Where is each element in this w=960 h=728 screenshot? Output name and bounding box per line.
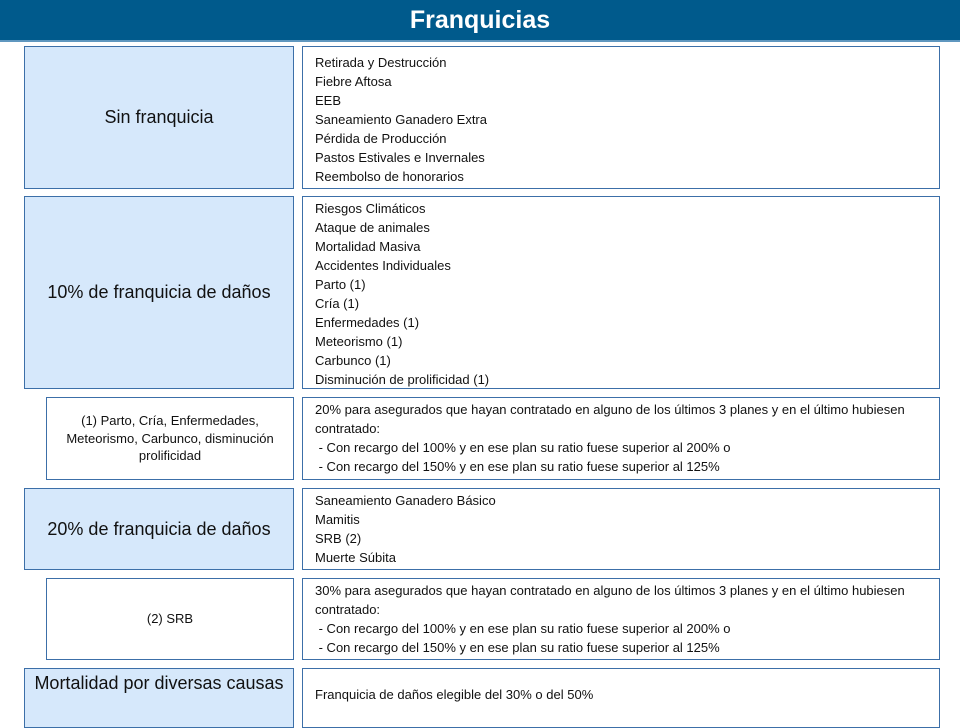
footnote-line: - Con recargo del 150% y en ese plan su ratio fuese superior al 125% [315, 640, 720, 655]
list-item: SRB (2) [315, 531, 362, 546]
footnote-text-box-2 [302, 578, 940, 660]
items-box-10-franquicia [302, 196, 940, 389]
list-item: EEB [315, 93, 342, 108]
list-item: Pérdida de Producción [315, 131, 447, 146]
category-box-20-franquicia [24, 488, 294, 570]
list-item: Mortalidad Masiva [315, 239, 421, 254]
list-item: Accidentes Individuales [315, 258, 451, 273]
items-box-mortalidad [302, 668, 940, 728]
list-item: Riesgos Climáticos [315, 201, 426, 216]
category-label: 20% de franquicia de daños [47, 518, 271, 539]
footnote-line: 30% para asegurados que hayan contratado en alguno de los últimos 3 planes y en el último hubiesen contratado: [315, 583, 905, 617]
list-item: Parto (1) [315, 277, 366, 292]
category-label: Mortalidad por diversas causas [34, 673, 284, 693]
footnote-line: - Con recargo del 100% y en ese plan su ratio fuese superior al 200% o [315, 621, 731, 636]
list-item: Fiebre Aftosa [315, 74, 392, 89]
list-item: Franquicia de daños elegible del 30% o del 50% [315, 687, 594, 702]
list-item: Meteorismo (1) [315, 334, 403, 349]
category-box-sin-franquicia [24, 46, 294, 189]
category-label: 10% de franquicia de daños [47, 282, 271, 303]
items-box-20-franquicia [302, 488, 940, 570]
footnote-label: (1) Parto, Cría, Enfermedades, Meteorismo, Carbunco, disminución prolificidad [66, 413, 274, 464]
category-box-mortalidad [24, 668, 294, 728]
category-label: Sin franquicia [104, 107, 214, 128]
footnote-box-1 [46, 397, 294, 480]
list-item: Ataque de animales [315, 220, 430, 235]
list-item: Saneamiento Ganadero Básico [315, 493, 496, 508]
list-item: Muerte Súbita [315, 550, 396, 565]
items-box-sin-franquicia [302, 46, 940, 189]
footnote-line: 20% para asegurados que hayan contratado en alguno de los últimos 3 planes y en el último hubiesen contratado: [315, 402, 905, 436]
list-item: Enfermedades (1) [315, 315, 420, 330]
page-title: Franquicias [0, 0, 960, 42]
list-item: Mamitis [315, 512, 360, 527]
list-item: Saneamiento Ganadero Extra [315, 112, 487, 127]
list-item: Disminución de prolificidad (1) [315, 372, 490, 387]
list-item: Pastos Estivales e Invernales [315, 150, 485, 165]
footnote-line: - Con recargo del 100% y en ese plan su ratio fuese superior al 200% o [315, 440, 731, 455]
list-item: Reembolso de honorarios [315, 169, 464, 184]
footnote-box-2 [46, 578, 294, 660]
list-item: Retirada y Destrucción [315, 55, 447, 70]
footnote-text-box-1 [302, 397, 940, 480]
footnote-line: - Con recargo del 150% y en ese plan su ratio fuese superior al 125% [315, 459, 720, 474]
footnote-label: (2) SRB [146, 611, 194, 627]
category-box-10-franquicia [24, 196, 294, 389]
list-item: Carbunco (1) [315, 353, 391, 368]
list-item: Cría (1) [315, 296, 360, 311]
